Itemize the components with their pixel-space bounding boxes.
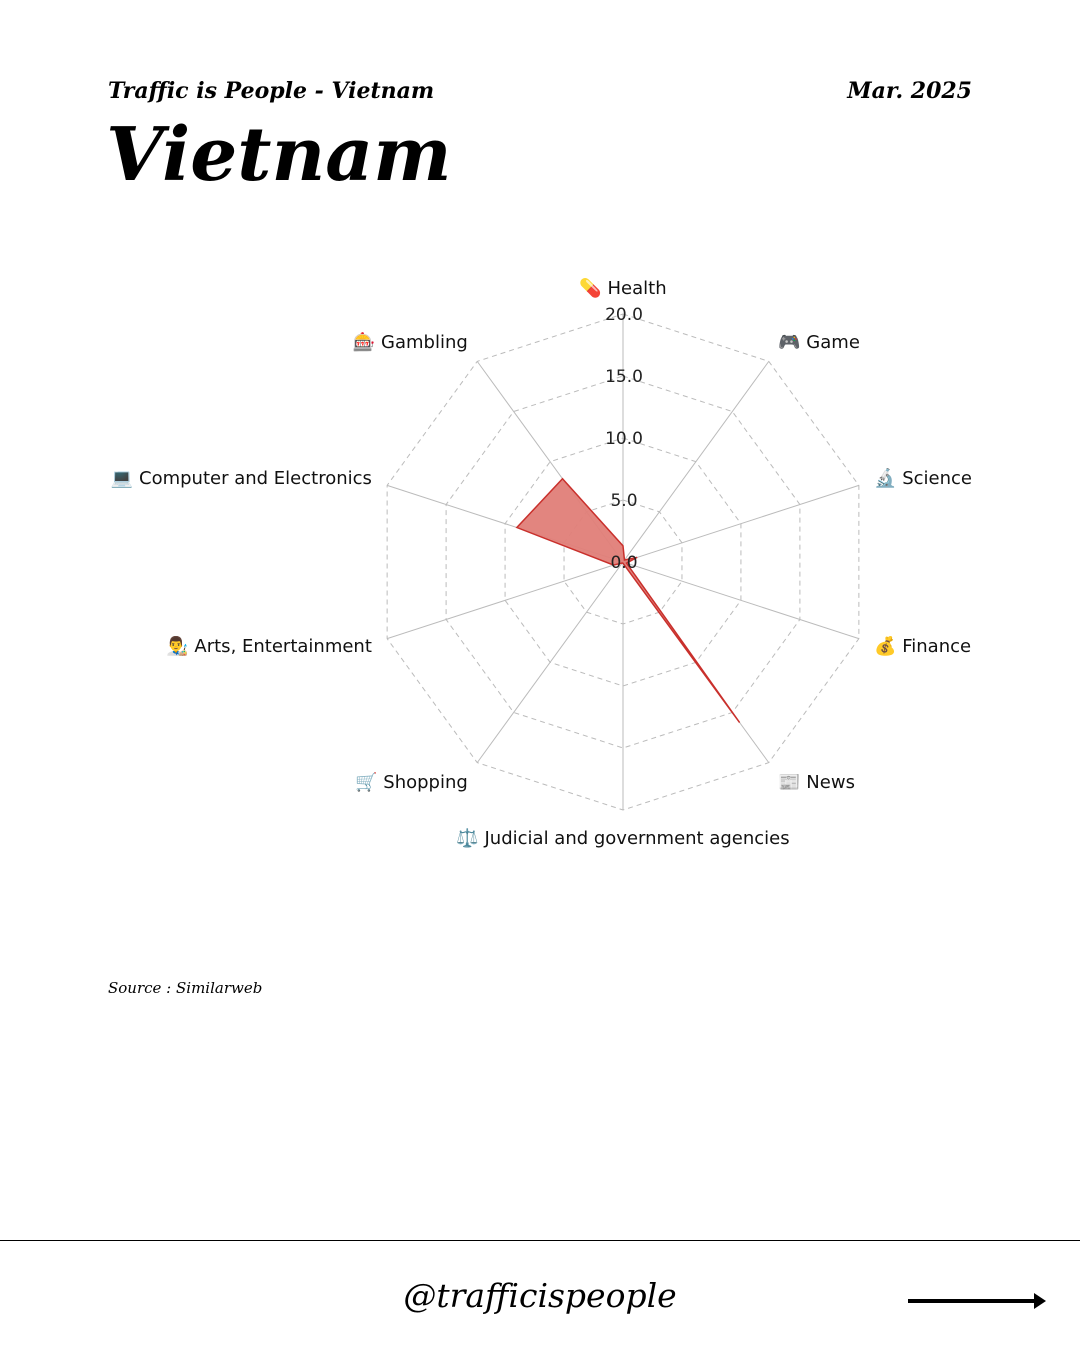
social-handle[interactable]: @trafficispeople: [403, 1276, 677, 1315]
category-label-7: 👨‍🎨 Arts, Entertainment: [166, 636, 372, 658]
tick-label-2: 10.0: [605, 429, 643, 449]
category-label-2: 🔬 Science: [874, 467, 973, 489]
tick-label-0: 0.0: [610, 553, 638, 573]
category-label-4: 📰 News: [778, 772, 855, 794]
category-label-6: 🛒 Shopping: [355, 772, 468, 794]
category-label-1: 🎮 Game: [778, 331, 860, 353]
category-label-3: 💰 Finance: [874, 636, 972, 658]
category-label-5: ⚖️ Judicial and government agencies: [456, 828, 790, 849]
date-label: Mar. 2025: [847, 78, 972, 104]
series-area: [517, 479, 740, 723]
radar-chart: [0, 240, 1080, 880]
tick-label-4: 20.0: [605, 305, 643, 325]
source-note: Source : Similarweb: [108, 979, 263, 997]
radar-category-labels: [111, 277, 972, 849]
tick-label-1: 5.0: [610, 491, 638, 511]
spoke-1: [623, 361, 769, 562]
radar-series: [517, 479, 740, 723]
spoke-6: [477, 562, 623, 763]
category-label-0: 💊 Health: [579, 278, 667, 299]
page-title: Vietnam: [106, 112, 452, 198]
footer-divider: [0, 1240, 1080, 1241]
spoke-3: [623, 562, 859, 639]
tick-label-3: 15.0: [605, 367, 643, 387]
category-label-8: 💻 Computer and Electronics: [110, 467, 372, 489]
brand-label: Traffic is People - Vietnam: [108, 78, 435, 104]
right-arrow-icon[interactable]: [908, 1290, 1048, 1312]
category-label-9: 🎰 Gambling: [352, 331, 468, 353]
spoke-7: [387, 562, 623, 639]
